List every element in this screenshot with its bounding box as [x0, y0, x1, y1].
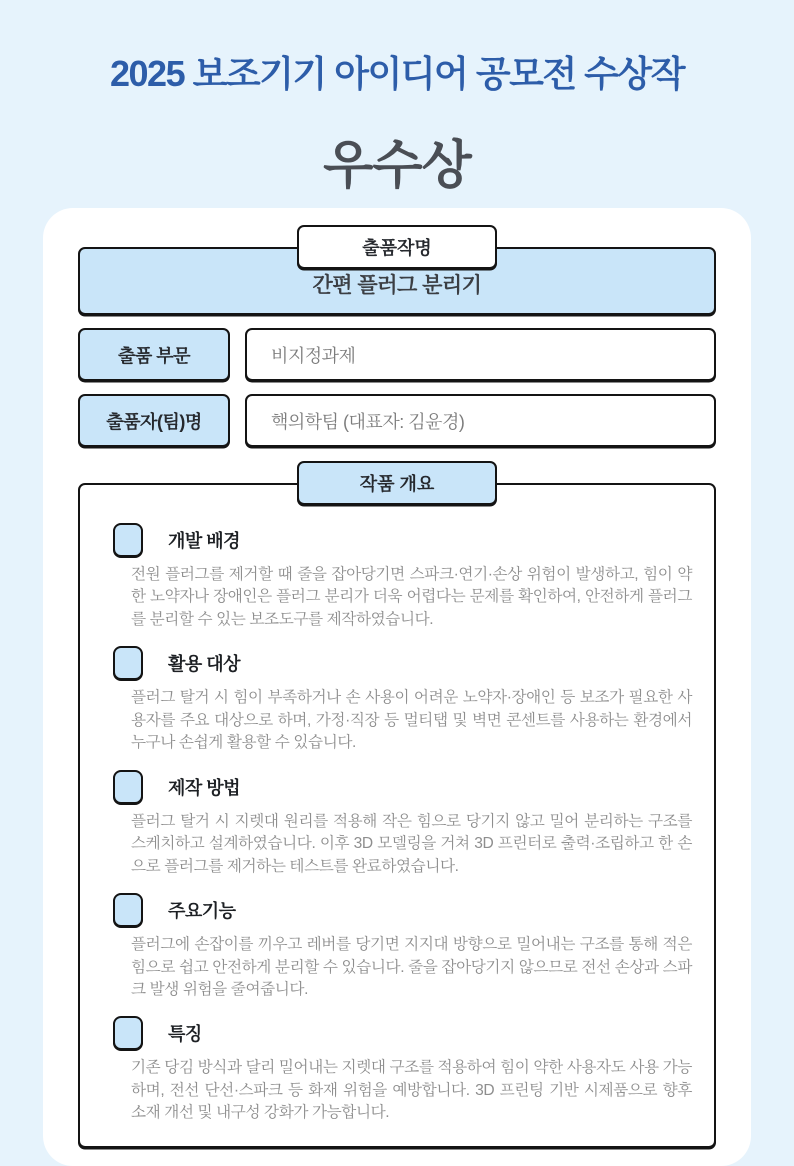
entry-name-box: 간편 플러그 분리기 [78, 247, 716, 315]
field-value-team: 핵의학팀 (대표자: 김윤경) [245, 394, 716, 447]
section-square-icon [113, 1016, 143, 1050]
section-heading: 주요기능 [168, 901, 236, 922]
field-row-team [78, 394, 716, 447]
field-label-category: 출품 부문 [78, 328, 230, 381]
section-heading: 특징 [168, 1024, 202, 1045]
field-label-team: 출품자(팀)명 [78, 394, 230, 447]
section-characteristics [102, 1016, 692, 1124]
section-target-users [102, 646, 692, 754]
contest-title: 2025 보조기기 아이디어 공모전 수상작 [110, 53, 684, 94]
section-main-features [102, 893, 692, 1001]
field-value-category: 비지정과제 [245, 328, 716, 381]
field-row-category [78, 328, 716, 381]
overview-box [78, 483, 716, 1148]
award-title: 우수상 [323, 137, 471, 195]
section-heading: 제작 방법 [168, 777, 241, 798]
overview-group [78, 461, 716, 1148]
section-body: 플러그 탈거 시 힘이 부족하거나 손 사용이 어려운 노약자·장애인 등 보조가 필요한 사용자를 주요 대상으로 하며, 가정·직장 등 멀티탭 및 벽면 콘센트를 사용하는 환경에서 누구나 손쉽게 활용할 수 있습니다. [131, 689, 692, 752]
section-square-icon [113, 893, 143, 927]
entry-name-group [78, 225, 716, 315]
section-body: 전원 플러그를 제거할 때 줄을 잡아당기면 스파크·연기·손상 위험이 발생하고, 힘이 약한 노약자나 장애인은 플러그 분리가 더욱 어렵다는 문제를 확인하여, 안전하게 플러그를 분리할 수 있는 보조도구를 제작하였습니다. [131, 566, 692, 628]
section-body: 기존 당김 방식과 달리 밀어내는 지렛대 구조를 적용하여 힘이 약한 사용자도 사용 가능하며, 전선 단선·스파크 등 화재 위험을 예방합니다. 3D 프린팅 기반 시제품으로 향후 소재 개선 및 내구성 강화가 가능합니다. [131, 1059, 692, 1122]
section-build-method [102, 770, 692, 878]
overview-tab: 작품 개요 [297, 461, 497, 505]
section-body: 플러그에 손잡이를 끼우고 레버를 당기면 지지대 방향으로 밀어내는 구조를 통해 적은 힘으로 쉽고 안전하게 분리할 수 있습니다. 줄을 잡아당기지 않으므로 전선 손상과 스파크 발생 위험을 줄여줍니다. [131, 936, 692, 998]
entry-card [43, 208, 751, 1166]
section-body: 플러그 탈거 시 지렛대 원리를 적용해 작은 힘으로 당기지 않고 밀어 분리하는 구조를 스케치하고 설계하였습니다. 이후 3D 모델링을 거쳐 3D 프린터로 출력·조립하고 한 손으로 플러그를 제거하는 테스트를 완료하였습니다. [131, 812, 692, 875]
section-heading: 개발 배경 [168, 531, 241, 551]
section-dev-background [102, 523, 692, 631]
section-square-icon [113, 770, 143, 804]
section-square-icon [113, 646, 143, 680]
page-header [0, 0, 794, 198]
section-square-icon [113, 523, 143, 557]
entry-name-tab: 출품작명 [297, 225, 497, 269]
section-heading: 활용 대상 [168, 654, 241, 675]
